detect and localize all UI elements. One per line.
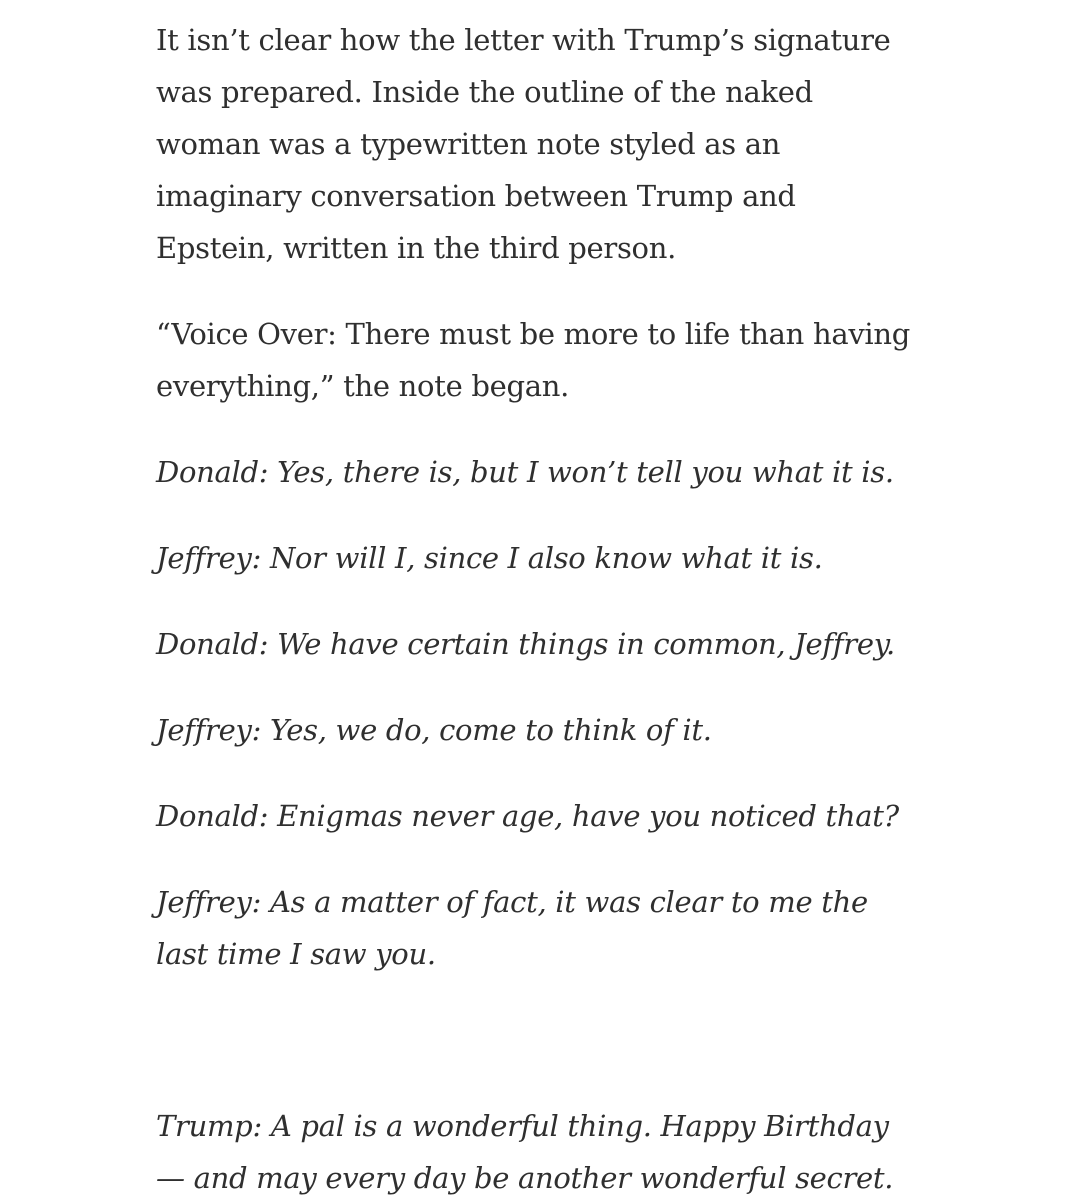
intro-paragraph: It isn’t clear how the letter with Trump’s signature was prepared. Inside the outline of the naked woman was a typewritten note styled as an imaginary conversation between Trump and Epstein, written in the third person. [156,23,891,265]
dialog-line: Donald: We have certain things in common, Jeffrey. [156,627,895,661]
dialog-line: Jeffrey: Yes, we do, come to think of it. [156,713,712,747]
dialog-line: Donald: Yes, there is, but I won’t tell you what it is. [156,455,894,489]
article-body [156,14,956,1204]
dialog-line: Donald: Enigmas never age, have you noticed that? [156,799,899,833]
voice-over-paragraph: “Voice Over: There must be more to life than having everything,” the note began. [156,317,911,403]
dialog-line: Jeffrey: As a matter of fact, it was clear to me the last time I saw you. [156,885,868,971]
dialog-line: Jeffrey: Nor will I, since I also know what it is. [156,541,823,575]
closing-paragraph: Trump: A pal is a wonderful thing. Happy Birthday — and may every day be another wonderful secret. [156,1109,894,1195]
